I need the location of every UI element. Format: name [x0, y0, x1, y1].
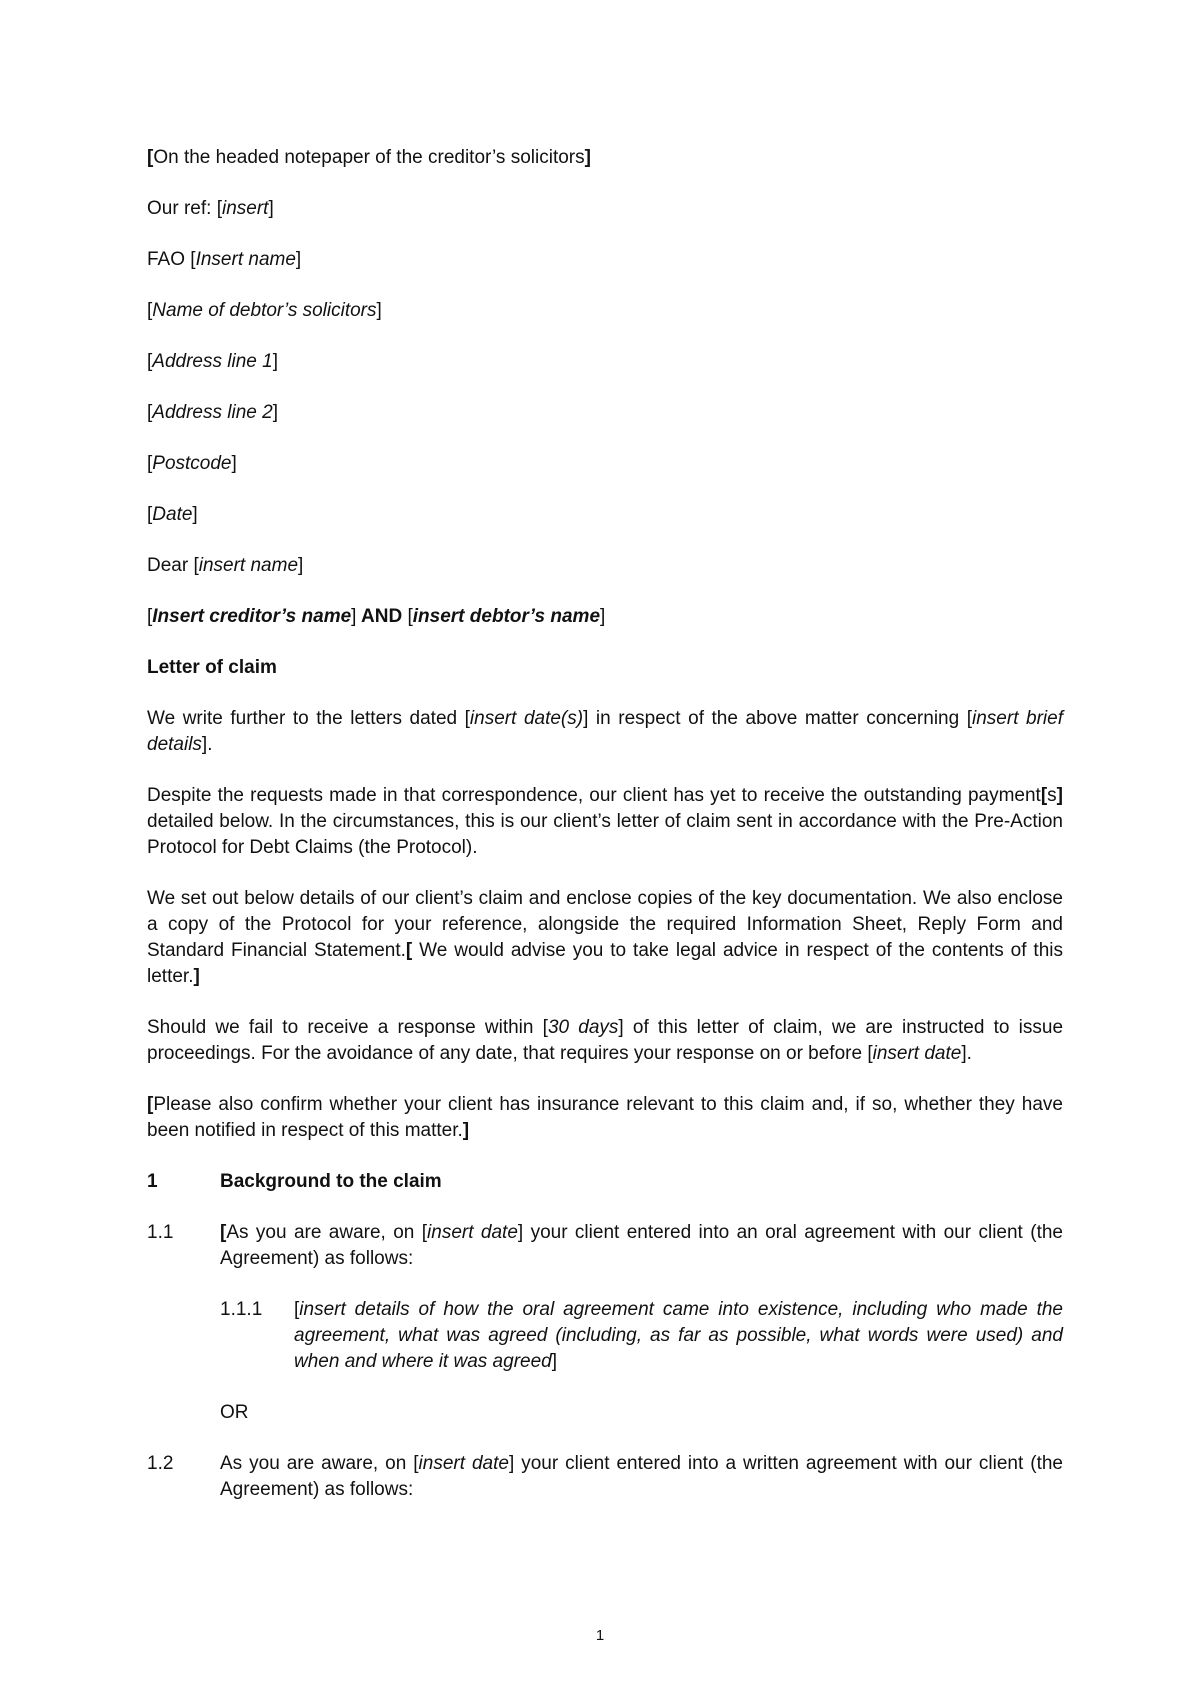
clause-1-1-1: [220, 1297, 1063, 1375]
page-number: 1: [595, 1627, 605, 1644]
address-line-2: [Address line 2]: [147, 402, 278, 423]
recipient-name: [Name of debtor’s solicitors]: [147, 300, 382, 321]
subclause-number: 1.1.1: [220, 1299, 263, 1320]
clause-text: [As you are aware, on [insert date] your client entered into an oral agreement with our client (the Agreement) as follows:: [220, 1222, 1063, 1269]
clause-number: 1.2: [147, 1453, 174, 1474]
paragraph-deadline: Should we fail to receive a response within [30 days] of this letter of claim, we are instructed to issue proceedings. For the avoidance of any date, that requires your response on or before [insert date].: [147, 1017, 1064, 1064]
section-number: 1: [147, 1171, 158, 1192]
paragraph-intro: We write further to the letters dated [insert date(s)] in respect of the above matter concerning [insert brief details].: [147, 708, 1063, 755]
clause-number: 1.1: [147, 1222, 174, 1243]
clause-1-2: [147, 1451, 1063, 1503]
paragraph-enclosures: We set out below details of our client’s claim and enclose copies of the key documentation. We also enclose a copy of the Protocol for your reference, alongside the required Information Sheet, Reply Form and Standard Financial Statement.[ We would advise you to take legal advice in respect of the contents of this letter.]: [147, 888, 1064, 987]
letter-body: [147, 145, 1063, 1528]
address-line-1: [Address line 1]: [147, 351, 278, 372]
salutation: Dear [insert name]: [147, 555, 304, 576]
clause-text: As you are aware, on [insert date] your client entered into a written agreement with our client (the Agreement) as follows:: [220, 1453, 1063, 1500]
parties-heading: [Insert creditor’s name] AND [insert debtor’s name]: [147, 606, 606, 627]
letter-date: [Date]: [147, 504, 198, 525]
notepaper-note: [On the headed notepaper of the creditor’s solicitors]: [147, 147, 591, 168]
paragraph-insurance: [Please also confirm whether your client has insurance relevant to this claim and, if so, whether they have been notified in respect of this matter.]: [147, 1094, 1063, 1141]
clause-1-1: [147, 1220, 1063, 1272]
letter-title: Letter of claim: [147, 657, 277, 678]
section-heading: [147, 1169, 1063, 1195]
postcode: [Postcode]: [147, 453, 237, 474]
or-separator: OR: [220, 1402, 249, 1423]
subclause-text: [insert details of how the oral agreement came into existence, including who made the agreement, what was agreed (including, as far as possible, what words were used) and when and where it was agreed]: [294, 1299, 1063, 1372]
section-title: Background to the claim: [220, 1171, 442, 1192]
fao-line: FAO [Insert name]: [147, 249, 302, 270]
our-ref: Our ref: [insert]: [147, 198, 274, 219]
paragraph-requests: Despite the requests made in that correspondence, our client has yet to receive the outstanding payment[s] detailed below. In the circumstances, this is our client’s letter of claim sent in accordance with the Pre-Action Protocol for Debt Claims (the Protocol).: [147, 785, 1063, 858]
